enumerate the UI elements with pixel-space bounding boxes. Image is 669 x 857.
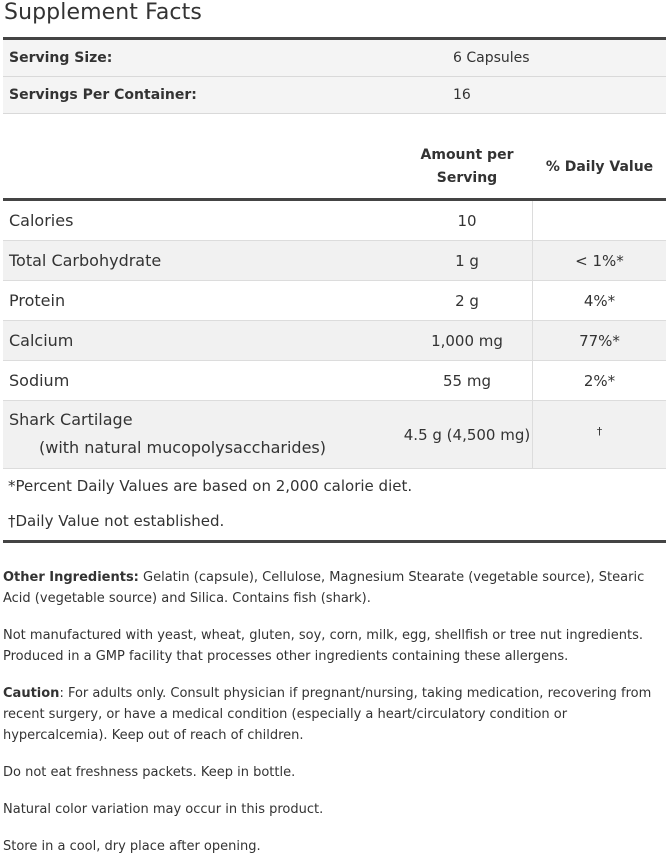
- serving-size-row: [3, 40, 666, 77]
- nutrient-name: Sodium: [9, 371, 70, 390]
- nutrient-name: Calcium: [9, 331, 74, 350]
- nutrient-amount: 2 g: [455, 292, 479, 310]
- page-title: Supplement Facts: [4, 0, 202, 25]
- dagger-footnote: †Daily Value not established.: [8, 512, 225, 530]
- nutrient-row-calcium: [3, 321, 666, 361]
- nutrient-subname: (with natural mucopolysaccharides): [39, 438, 326, 457]
- facts-bottom-border: [3, 540, 666, 543]
- caution-label: Caution: [3, 686, 60, 701]
- nutrient-amount: 1,000 mg: [431, 332, 503, 350]
- nutrient-name: Calories: [9, 211, 74, 230]
- row-divider: [3, 113, 666, 114]
- nutrient-amount: 4.5 g (4,500 mg): [403, 426, 531, 444]
- servings-per-container-value: 16: [453, 87, 471, 103]
- nutrient-name: Shark Cartilage: [9, 410, 133, 429]
- nutrient-row-calories: [3, 201, 666, 241]
- servings-per-container-row: [3, 77, 666, 114]
- nutrient-row-protein: [3, 281, 666, 321]
- serving-size-label: Serving Size:: [9, 50, 113, 66]
- nutrient-row-total-carbohydrate: [3, 241, 666, 281]
- serving-size-value: 6 Capsules: [453, 50, 530, 66]
- amount-header-line2: Serving: [436, 170, 498, 186]
- amount-per-serving-header: [403, 144, 531, 190]
- nutrient-row-shark-cartilage: [3, 401, 666, 469]
- servings-per-container-label: Servings Per Container:: [9, 87, 197, 103]
- color-variation-paragraph: Natural color variation may occur in this product.: [3, 802, 324, 817]
- nutrient-row-sodium: [3, 361, 666, 401]
- storage-paragraph: Store in a cool, dry place after opening.: [3, 839, 261, 854]
- nutrient-daily-value: 77%*: [579, 332, 620, 350]
- nutrient-amount: 1 g: [455, 252, 479, 270]
- nutrient-daily-value: 2%*: [583, 372, 616, 390]
- freshness-paragraph: Do not eat freshness packets. Keep in bottle.: [3, 765, 296, 780]
- nutrient-daily-value: 4%*: [583, 292, 616, 310]
- daily-value-header: % Daily Value: [545, 159, 654, 175]
- caution-text: : For adults only. Consult physician if pregnant/nursing, taking medication, recovering from recent surgery, or have a medical condition (especially a heart/circulatory condition or hypercalcemia). Keep out of reach of children.: [3, 686, 652, 743]
- caution-paragraph: [3, 683, 663, 746]
- other-ingredients-paragraph: [3, 567, 663, 609]
- amount-header-line1: Amount per: [420, 147, 514, 163]
- nutrient-amount: 55 mg: [443, 372, 491, 390]
- nutrient-amount: 10: [457, 212, 477, 230]
- allergen-paragraph: Not manufactured with yeast, wheat, gluten, soy, corn, milk, egg, shellfish or tree nut ingredients. Produced in a GMP facility that processes other ingredients containing these allergens.: [3, 628, 643, 664]
- cell-divider: [532, 201, 533, 240]
- other-ingredients-text: Gelatin (capsule), Cellulose, Magnesium Stearate (vegetable source), Stearic Acid (vegetable source) and Silica. Contains fish (shark).: [3, 570, 645, 606]
- nutrient-daily-value: < 1%*: [575, 252, 624, 270]
- percent-daily-footnote: *Percent Daily Values are based on 2,000 calorie diet.: [8, 477, 413, 495]
- nutrient-name: Protein: [9, 291, 66, 310]
- other-ingredients-label: Other Ingredients:: [3, 570, 139, 585]
- nutrient-name: Total Carbohydrate: [9, 251, 162, 270]
- nutrient-daily-value: †: [596, 425, 603, 438]
